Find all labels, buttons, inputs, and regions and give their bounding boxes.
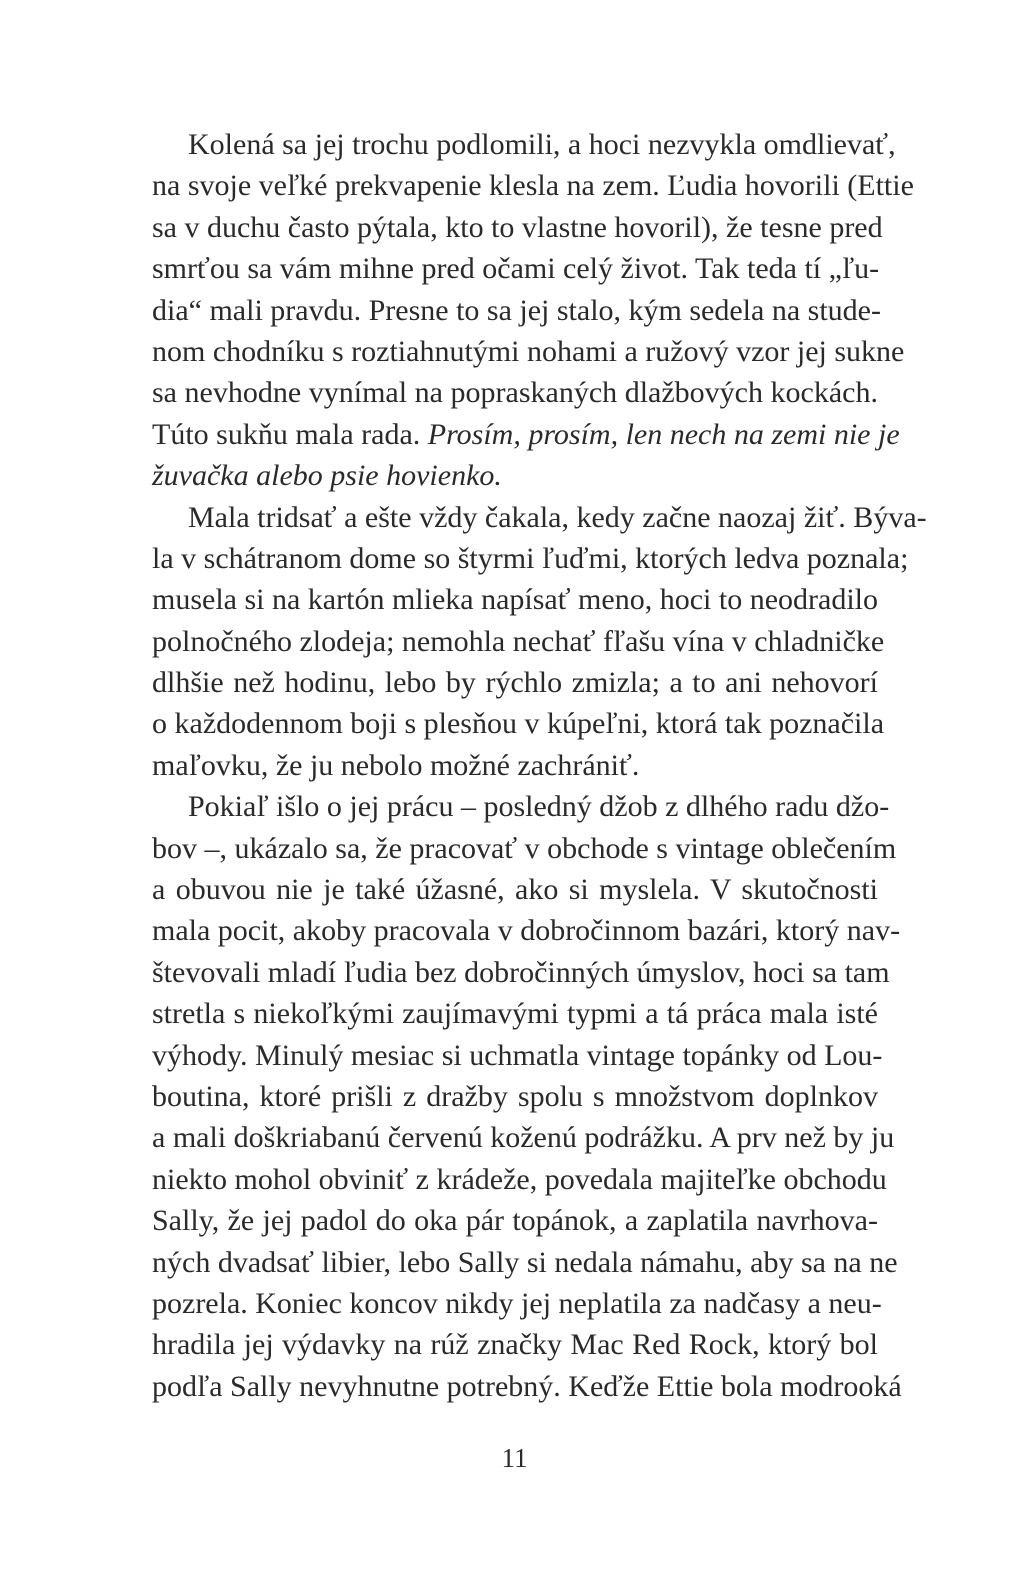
text-run: polnočného zlodeja; nemohla nechať fľašu vína v chladničke (152, 624, 885, 658)
text-line (152, 1076, 878, 1117)
text-line (152, 1366, 902, 1407)
text-run: podľa Sally nevyhnutne potrebný. Keďže Ettie bola modrooká (152, 1369, 902, 1403)
text-run: Mala tridsať a ešte vždy čakala, kedy začne naozaj žiť. Býva- (188, 500, 927, 534)
text-line (152, 869, 878, 910)
text-line (152, 786, 890, 827)
text-line (152, 910, 901, 951)
text-line (152, 703, 885, 744)
text-line (152, 165, 914, 206)
text-run: boutina, ktoré prišli z dražby spolu s množstvom doplnkov (152, 1079, 878, 1113)
text-line (152, 290, 881, 331)
text-run: dlhšie než hodinu, lebo by rýchlo zmizla; a to ani nehovorí (152, 666, 878, 700)
text-run: a obuvou nie je také úžasné, ako si myslela. V skutočnosti (152, 873, 878, 907)
text-run: stretla s niekoľkými zaujímavými typmi a tá práca mala isté (152, 997, 878, 1031)
body-text (152, 124, 927, 1407)
page-number: 11 (501, 1443, 528, 1473)
text-line (152, 538, 909, 579)
text-run: Pokiaľ išlo o jej prácu – posledný džob z dlhého radu džo- (188, 790, 890, 824)
text-run: niekto mohol obviniť z krádeže, povedala majiteľke obchodu (152, 1162, 887, 1196)
text-run: na svoje veľké prekvapenie klesla na zem. Ľudia hovorili (Ettie (152, 169, 914, 203)
paragraph (152, 124, 914, 497)
text-run: Túto sukňu mala rada. (152, 417, 428, 451)
italic-text: žuvačka alebo psie hovienko. (152, 459, 502, 493)
paragraph (152, 786, 902, 1407)
text-line (152, 124, 896, 165)
text-line (152, 455, 878, 496)
text-line (152, 1324, 878, 1365)
text-line (152, 497, 927, 538)
text-run: smrťou sa vám mihne pred očami celý život. Tak teda tí „ľu- (152, 252, 880, 286)
text-line (152, 414, 900, 455)
text-line (152, 331, 905, 372)
text-line (152, 621, 885, 662)
text-line (152, 1159, 887, 1200)
text-run: bov –, ukázalo sa, že pracovať v obchode s vintage oblečením (152, 831, 897, 865)
text-run: nom chodníku s roztiahnutými nohami a ružový vzor jej sukne (152, 334, 905, 368)
text-line (152, 1200, 878, 1241)
text-run: sa nevhodne vynímal na popraskaných dlažbových kockách. (152, 376, 878, 410)
text-run: la v schátranom dome so štyrmi ľuďmi, ktorých ledva poznala; (152, 541, 909, 575)
text-line (152, 952, 890, 993)
text-line (152, 579, 878, 620)
text-run: dia“ mali pravdu. Presne to sa jej stalo, kým sedela na stude- (152, 293, 881, 327)
text-line (152, 662, 878, 703)
text-line (152, 372, 878, 413)
text-run: pozrela. Koniec koncov nikdy jej neplatila za nadčasy a neu- (152, 1286, 882, 1320)
text-run: hradila jej výdavky na rúž značky Mac Red Rock, ktorý bol (152, 1328, 878, 1362)
text-line (152, 745, 878, 786)
text-run: števovali mladí ľudia bez dobročinných úmyslov, hoci sa tam (152, 955, 890, 989)
text-line (152, 828, 897, 869)
text-line (152, 1035, 883, 1076)
text-line (152, 1283, 882, 1324)
paragraph (152, 497, 927, 787)
text-run: Sally, že jej padol do oka pár topánok, a zaplatila navrhova- (152, 1204, 878, 1238)
italic-text: Prosím, prosím, len nech na zemi nie je (427, 417, 900, 451)
text-run: Kolená sa jej trochu podlomili, a hoci nezvykla omdlievať, (188, 128, 896, 161)
text-line (152, 1117, 895, 1158)
text-run: a mali doškriabanú červenú koženú podrážku. A prv než by ju (152, 1121, 895, 1155)
text-run: o každodennom boji s plesňou v kúpeľni, ktorá tak poznačila (152, 707, 885, 741)
text-run: sa v duchu často pýtala, kto to vlastne hovoril), že tesne pred (152, 210, 883, 244)
text-line (152, 207, 883, 248)
text-run: musela si na kartón mlieka napísať meno, hoci to neodradilo (152, 583, 878, 617)
text-line (152, 993, 878, 1034)
text-run: mala pocit, akoby pracovala v dobročinnom bazári, ktorý nav- (152, 914, 901, 948)
text-line (152, 1242, 898, 1283)
text-run: maľovku, že ju nebolo možné zachrániť. (152, 748, 640, 782)
text-line (152, 248, 878, 289)
text-run: ných dvadsať libier, lebo Sally si nedala námahu, aby sa na ne (152, 1245, 898, 1279)
text-run: výhody. Minulý mesiac si uchmatla vintage topánky od Lou- (152, 1038, 883, 1072)
